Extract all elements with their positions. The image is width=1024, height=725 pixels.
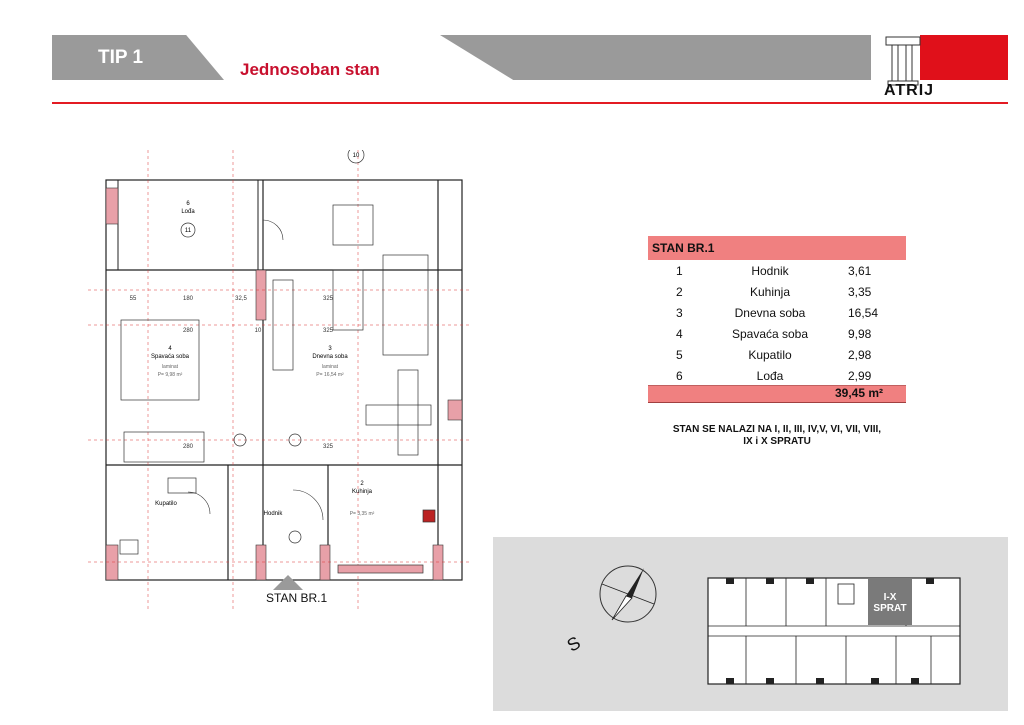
table-row [648,302,906,323]
table-row [648,365,906,386]
svg-text:11: 11 [184,228,192,234]
header-divider [52,102,1008,104]
svg-text:laminat: laminat [161,364,179,370]
header-band-right [440,35,871,80]
svg-text:280: 280 [182,328,194,334]
floor-range-line-1: I-X [883,592,897,603]
svg-text:Dnevna soba: Dnevna soba [312,354,348,360]
svg-text:Lođa: Lođa [181,209,195,215]
room-name: Kuhinja [749,285,791,299]
svg-text:Hodnik: Hodnik [263,511,283,517]
svg-text:Spavaća soba: Spavaća soba [150,354,190,360]
floors-note [652,424,902,448]
room-area: 16,54 [848,306,879,320]
page-type-label: TIP 1 [98,47,144,68]
floor-plan [88,150,470,610]
table-total-area: 39,45 m² [835,386,884,400]
svg-text:32,5: 32,5 [235,296,247,302]
floor-range-label [870,592,910,614]
room-name: Spavaća soba [731,327,809,341]
svg-text:10: 10 [254,328,262,334]
svg-text:P= 3,35 m²: P= 3,35 m² [349,511,375,517]
svg-text:55: 55 [129,296,137,302]
svg-text:laminat: laminat [321,364,339,370]
svg-text:325: 325 [322,296,334,302]
svg-text:Kupatilo: Kupatilo [155,501,177,507]
compass-south-label: S [563,632,584,656]
svg-text:180: 180 [182,296,194,302]
room-area: 2,98 [848,348,872,362]
room-area: 3,35 [848,285,872,299]
table-row [648,260,906,281]
svg-text:3: 3 [328,346,332,352]
row-number: 6 [676,369,683,383]
room-name: Dnevna soba [734,306,806,320]
svg-text:Kuhinja: Kuhinja [351,489,373,495]
row-number: 2 [676,285,683,299]
room-name: Lođa [756,369,784,383]
room-area: 2,99 [848,369,872,383]
row-number: 4 [676,327,683,341]
svg-text:4: 4 [168,346,172,352]
apartment-plan-label: STAN BR.1 [266,591,328,605]
logo-text: ATRIJ [884,82,935,99]
room-name: Kupatilo [748,348,792,362]
row-number: 3 [676,306,683,320]
svg-text:280: 280 [182,444,194,450]
svg-text:325: 325 [322,328,334,334]
entry-arrow-icon [273,575,303,590]
building-floor-plan-icon [706,576,962,686]
compass-icon [596,562,660,626]
floors-note-line-1: STAN SE NALAZI NA I, II, III, IV,V, VI, VII, VIII, [672,424,882,435]
floors-note-line-2: IX i X SPRATU [743,436,811,447]
room-area: 9,98 [848,327,872,341]
svg-text:P= 9,98 m²: P= 9,98 m² [157,372,183,378]
row-number: 1 [676,264,683,278]
table-row [648,344,906,365]
room-name: Hodnik [751,264,789,278]
svg-text:2: 2 [360,481,364,487]
svg-text:6: 6 [186,201,190,207]
table-row [648,281,906,302]
svg-text:P= 16,54 m²: P= 16,54 m² [316,372,344,378]
row-number: 5 [676,348,683,362]
room-area: 3,61 [848,264,872,278]
svg-text:10: 10 [352,153,360,159]
svg-text:325: 325 [322,444,334,450]
logo-red-block [920,35,1008,80]
floor-range-line-2: SPRAT [873,603,907,614]
page-subtitle: Jednosoban stan [240,60,380,79]
apartment-table-title: STAN BR.1 [652,241,715,255]
table-row [648,323,906,344]
